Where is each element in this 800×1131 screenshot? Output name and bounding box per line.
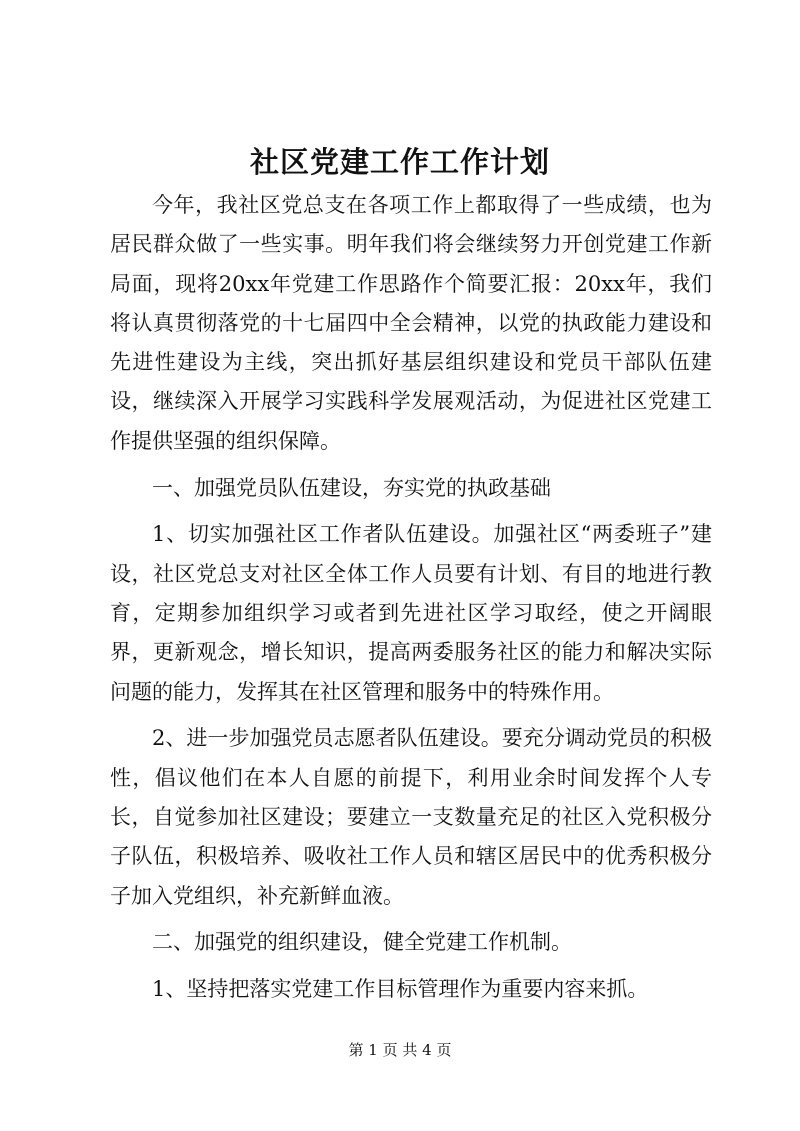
- document-title: 社区党建工作工作计划: [249, 145, 550, 179]
- section-2-item-1: 1、坚持把落实党建工作目标管理作为重要内容来抓。: [152, 977, 649, 1002]
- intro-paragraph: 今年，我社区党总支在各项工作上都取得了一些成绩，也为居民群众做了一些实事。明年我们将会继续努力开创党建工作新局面，现将20xx年党建工作思路作个简要汇报：20xx年，我们将认真贯彻落党的十七届四中全会精神，以党的执政能力建设和先进性建设为主线，突出抓好基层组织建设和党员干部队伍建设，继续深入开展学习实践科学发展观活动，为促进社区党建工作提供坚强的组织保障。: [110, 193, 712, 453]
- section-1-item-1: 1、切实加强社区工作者队伍建设。加强社区“两委班子”建设，社区党总支对社区全体工作人员要有计划、有目的地进行教育，定期参加组织学习或者到先进社区学习取经，使之开阔眼界，更新观念，增长知识，提高两委服务社区的能力和解决实际问题的能力，发挥其在社区管理和服务中的特殊作用。: [110, 522, 712, 704]
- section-heading-2: 二、加强党的组织建设，健全党建工作机制。: [152, 930, 572, 955]
- page-footer: 第 1 页 共 4 页: [348, 1041, 452, 1059]
- section-heading-1: 一、加强党员队伍建设，夯实党的执政基础: [152, 475, 551, 500]
- section-1-item-2: 2、进一步加强党员志愿者队伍建设。要充分调动党员的积极性，倡议他们在本人自愿的前提下，利用业余时间发挥个人专长，自觉参加社区建设；要建立一支数量充足的社区入党积极分子队伍，积极培养、吸收社工作人员和辖区居民中的优秀积极分子加入党组织，补充新鲜血液。: [110, 726, 712, 908]
- document-body: [110, 186, 712, 1009]
